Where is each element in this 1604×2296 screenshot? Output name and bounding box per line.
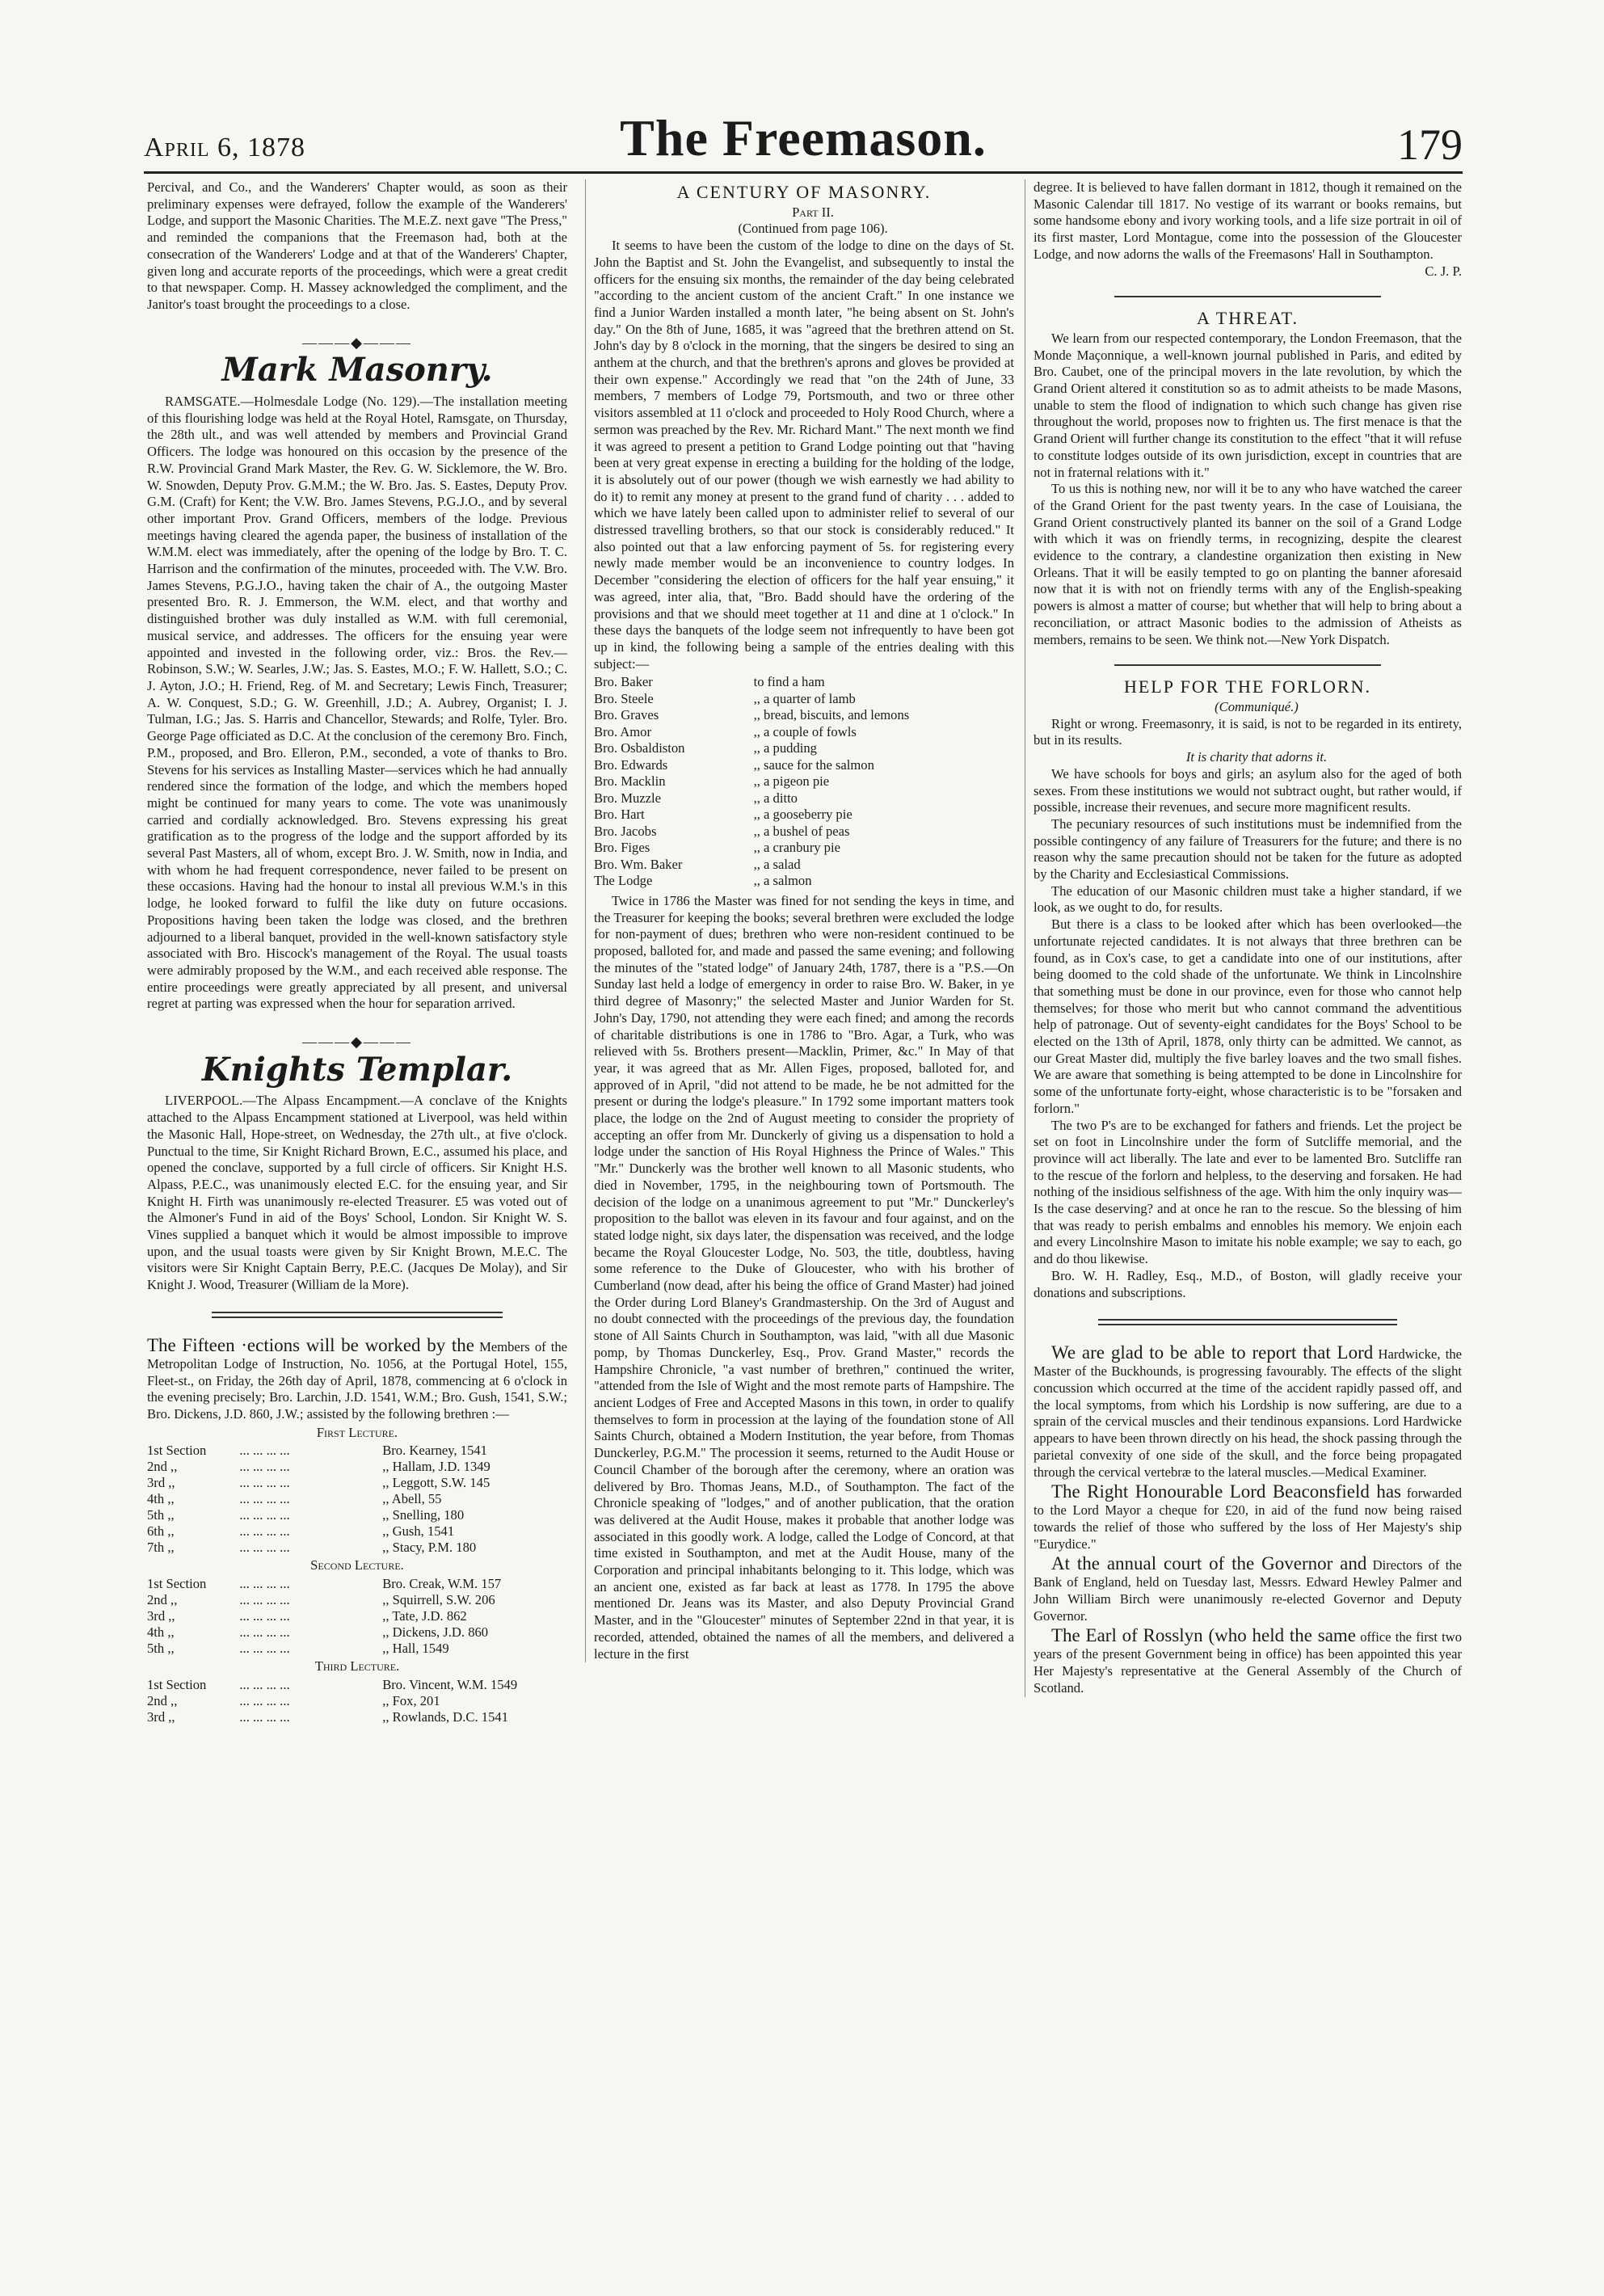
- news-body: office the first two years of the present Government being in office) has been appointed this year Her Majesty's representative at the General Assembly of the Church of Scotland.: [1034, 1629, 1462, 1696]
- brother-name: ,, Hall, 1549: [382, 1641, 449, 1657]
- section-row: [147, 1523, 567, 1540]
- continued-note: (Continued from page 106).: [738, 221, 888, 237]
- section-row: [147, 1592, 567, 1608]
- brother-name: ,, Squirrell, S.W. 206: [382, 1592, 495, 1608]
- section-rule: [1114, 296, 1381, 297]
- brother-name: The Lodge: [594, 873, 653, 889]
- brother-name: Bro. Figes: [594, 840, 650, 856]
- leader-dots: ... ... ... ...: [239, 1692, 290, 1708]
- contribution-row: [594, 757, 1014, 774]
- threat-paragraph-1: We learn from our respected contemporary, the London Freemason, that the Monde Maçonnique, a well-known journal published in Paris, and edited by Bro. Caubet, one of the principal movers in the late revolution, by which the Grand Orient altered it constitution so as to admit atheists to be made Masons, unable to stem the flood of indignation to which such change has given rise throughout the world, proposes now to frighten us. The first menace is that the Grand Orient will further change its constitution to the effect "that it will refuse to constitute lodges outside of its own jurisdiction, except in countries that are not in fraternal relations with it.": [1034, 330, 1462, 480]
- brother-name: ,, Fox, 201: [382, 1692, 440, 1708]
- news-item-rosslyn: [1034, 1624, 1462, 1696]
- column-middle: [585, 179, 1014, 1662]
- contribution-item: ,, sauce for the salmon: [753, 756, 874, 773]
- brother-name: ,, Gush, 1541: [382, 1523, 455, 1540]
- contribution-row: [594, 790, 1014, 807]
- section-number: 2nd ,,: [147, 1592, 178, 1608]
- heading-mark-masonry: Mark Masonry.: [221, 351, 493, 390]
- brother-name: Bro. Kearney, 1541: [382, 1443, 487, 1459]
- section-number: 1st Section: [147, 1576, 207, 1592]
- leader-dots: ... ... ... ...: [239, 1459, 290, 1475]
- contribution-row: [594, 824, 1014, 840]
- article-heading: A CENTURY OF MASONRY.: [676, 182, 932, 202]
- contribution-item: ,, a bushel of peas: [753, 823, 850, 839]
- section-rule: [1114, 664, 1381, 666]
- banquet-contributions: [594, 674, 1014, 890]
- help-paragraph-1: Right or wrong. Freemasonry, it is said, is not to be regarded in its entirety, but in its results.: [1034, 715, 1462, 748]
- lecture-sections: [147, 1677, 567, 1725]
- news-item-bank: [1034, 1552, 1462, 1624]
- lecture-sections: [147, 1443, 567, 1556]
- leader-dots: ... ... ... ...: [239, 1624, 290, 1641]
- contribution-item: ,, a pudding: [753, 740, 817, 756]
- ramsgate-report: RAMSGATE.—Holmesdale Lodge (No. 129).—The installation meeting of this flourishing lodge was held at the Royal Hotel, Ramsgate, on Thursday, the 28th ult., and was well attended by members and Provincial Grand Officers. The lodge was honoured on this occasion by the presence of the R.W. Provincial Grand Mark Master, the Rev. G. W. Sicklemore, the W. Bro. W. Snowden, Deputy Prov. G.M.M.; the W. Bro. Jas. S. Eastes, Deputy Prov. G.M. (Craft) for Kent; the V.W. Bro. James Stevens, P.G.J.O., and by several other important Prov. Grand Officers, members of the lodge. Previous meetings having cleared the agenda paper, the business of installation of the W.M.M. elect was immediately, after the opening of the lodge by Bro. T. C. Harrison and the confirmation of the minutes, proceeded with. The V.W. Bro. James Stevens, P.G.J.O., having taken the chair of A., the outgoing Master presented Bro. R. J. Emmerson, the W.M. elect, and that worthy and distinguished brother was duly installed as W.M. with full ceremonial, musical service, and addresses. The officers for the ensuing year were appointed and invested in the following order, viz.: Bros. the Rev.—Robinson, S.W.; W. Searles, J.W.; Jas. S. Eastes, M.O.; F. W. Hallett, S.O.; C. J. Ayton, J.O.; H. Friend, Reg. of M. and Secretary; Lewis Finch, Treasurer; A. W. Conquest, S.D.; G. W. Greenhill, J.D.; A. Aubrey, Organist; I. J. Tulman, I.G.; Jas. S. Harris and Chancellor, Stewards; and Rolfe, Tyler. Bro. George Page officiated as D.C. At the conclusion of the ceremony Bro. Finch, P.M., proposed, and Bro. Elleron, P.M., seconded, a vote of thanks to Bro. Stevens for his services as Installing Master—services which he had annually rendered since the formation of the lodge, and which the members hoped might be continued for many years to come. The vote was unanimously carried and cordially acknowledged. Bro. Stevens expressing his great gratification as to the progress of the lodge and the support afforded by its several Past Masters, all of whom, except Bro. J. W. Smith, now in India, and with whom he had frequent correspondence, never failed to be present on these occasions. Having had the honour to instal all previous W.M.'s in this lodge, he looked forward to fulfil the like duty on future occasions. Propositions having been taken the lodge was closed, and the brethren adjourned to a liberal banquet, provided in the well-known satisfactory style associated with Bro. Hiscock's management of the Royal. The usual toasts were admirably proposed by the W.M., and each received able response. The entire proceedings were greatly appreciated by all present, and universal regret at parting was expressed when the hour for separation arrived.: [147, 394, 567, 1012]
- contribution-item: to find a ham: [753, 674, 825, 690]
- section-number: 1st Section: [147, 1443, 207, 1459]
- leader-dots: ... ... ... ...: [239, 1507, 290, 1523]
- section-row: [147, 1475, 567, 1491]
- section-row: [147, 1507, 567, 1523]
- news-lead: The Earl of Rosslyn (who held the same: [1051, 1625, 1356, 1646]
- section-number: 5th ,,: [147, 1641, 175, 1657]
- contribution-item: ,, a couple of fowls: [753, 723, 857, 739]
- leader-dots: ... ... ... ...: [239, 1443, 290, 1459]
- section-row: [147, 1608, 567, 1624]
- help-paragraph-4: The education of our Masonic children must take a higher standard, if we look, as we ought to do, for results.: [1034, 883, 1462, 916]
- section-number: 6th ,,: [147, 1523, 175, 1540]
- threat-heading: A THREAT.: [1197, 308, 1299, 329]
- century-paragraph-2: Twice in 1786 the Master was fined for not sending the keys in time, and the Treasurer for keeping the books; several brethren were excluded the lodge for non-payment of dues; brethren who were non-resident continued to be proposed, balloted for, and made and passed the same evening; and following the minutes of the "stated lodge" of January 24th, 1787, there is a "P.S.—On Sunday last held a lodge of emergency in order to raise Bro. W. Baker, in ye third degree of Masonry;" the selected Master and Junior Warden for St. John's Day, 1790, not attending they were each fined; and among the records of charitable distributions is one in 1786 to "Bro. Agar, a Turk, who was relieved with 5s. Brothers present—Macklin, Primer, &c." In May of that year, it was agreed that as Mr. Allen Figes, proposed, balloted for, and approved of in April, "did not attend to be made, he be not admitted for the present or during the lodge's pleasure." In 1792 some important matters took place, the lodge on the 2nd of August meeting to consider the propriety of accepting an offer from Mr. Dunckerly of giving us a dispensation to hold a lodge under the sanction of His Royal Highness the Prince of Wales." This "Mr." Dunckerly was the brother well known to all Masonic students, who died in November, 1795, in the neighbouring town of Portsmouth. The decision of the lodge on a unanimous agreement to put "Mr." Dunckerley's proposition to the ballot was eleven in its favour and four against, and on the stated lodge night, six days later, the dispensation was received, and the lodge became the Royal Gloucester Lodge, No. 503, the title, doubtless, having some reference to the Duke of Gloucester, who with his brother of Cumberland (now dead, after his being the office of Grand Master) had joined the Order during Lord Blaney's Grandmastership. On the 3rd of August and no doubt connected with the proceedings of the previous day, the foundation stone of All Saints Church in Southampton, was laid, "with all due Masonic pomp, by Thomas Dunckerley, Esq., Prov. Grand Master," records the Hampshire Chronicle, "a vast number of brethren," continued the writer, "attended from the Isle of Wight and the most remote parts of Hampshire. The ancient Lodges of Free and Accepted Masons in this town, in order to qualify themselves to form in procession at the laying of the foundation stone of All Saints Church, obtained a Modern Institution, the year before, from Thomas Dunckerley, P.G.M." The procession it seems, returned to the Audit House or Council Chamber of the borough after the ceremony, where an oration was delivered by Bro. Thomas Jeans, M.D., of Southampton. The fact of the Chronicle speaking of "lodges," and of another publication, that the oration was delivered at the Audit House, makes it probable that another lodge was associated in this goodly work. A lodge, called the Lodge of Concord, at that time existed in Southampton, and met at the Audit House, many of the Corporation and principal inhabitants belonging to it. This lodge, which was an ancient one, existed as far back at least as 1778. In 1795 the above mentioned Dr. Jeans was its Master, and also Deputy Provincial Grand Master, and in the "Gloucester" minutes of September 22nd in that year, it is recorded, attended, obtained the names of all the members, and delivered a lecture in the first: [594, 892, 1014, 1662]
- column-right: [1025, 179, 1462, 1697]
- brother-name: Bro. Osbaldiston: [594, 740, 685, 756]
- section-row: [147, 1443, 567, 1459]
- section-row: [147, 1459, 567, 1475]
- help-paragraph-3: The pecuniary resources of such institutions must be indemnified from the possible contingency of any failure of Treasurers for the future; and there is no reason why the same precaution should not be taken for the future as adopted by the Charity and Ecclesiastical Commissions.: [1034, 815, 1462, 883]
- brother-name: Bro. Muzzle: [594, 790, 661, 806]
- brother-name: Bro. Wm. Baker: [594, 856, 683, 872]
- masthead: [144, 109, 1463, 170]
- contribution-row: [594, 873, 1014, 890]
- help-heading: HELP FOR THE FORLORN.: [1123, 676, 1372, 697]
- news-lead: At the annual court of the Governor and: [1051, 1553, 1367, 1574]
- column-left: [147, 179, 567, 1725]
- contribution-item: ,, a pigeon pie: [753, 773, 830, 790]
- fifteen-sections-body: Members of the Metropolitan Lodge of Instruction, No. 1056, at the Portugal Hotel, 155, Fleet-st., on Friday, the 26th day of April, 1878, commencing at 6 o'clock in the evening precisely; Bro. Larchin, J.D. 1541, W.M.; Bro. Gush, 1541, S.W.; Bro. Dickens, J.D. 860, J.W.; assisted by the following brethren :—: [147, 1338, 567, 1422]
- brother-name: ,, Tate, J.D. 862: [382, 1608, 467, 1624]
- signature: C. J. P.: [1425, 263, 1462, 279]
- news-body: Directors of the Bank of England, held on Tuesday last, Messrs. Edward Hewley Palmer and John William Birch were unanimously re-elected Governor and Deputy Governor.: [1034, 1557, 1462, 1624]
- news-item-beaconsfield: [1034, 1481, 1462, 1552]
- newspaper-title: The Freemason.: [620, 109, 987, 166]
- help-quote: It is charity that adorns it.: [1185, 749, 1328, 765]
- brother-name: ,, Stacy, P.M. 180: [382, 1540, 477, 1556]
- section-number: 3rd ,,: [147, 1475, 175, 1491]
- brother-name: Bro. Edwards: [594, 756, 668, 773]
- page-number: 179: [1397, 120, 1463, 169]
- contribution-row: [594, 857, 1014, 874]
- help-paragraph-5: But there is a class to be looked after which has been overlooked—the unfortunate rejected candidates. It is not always that three brethren can be found, as in Cox's case, to get a candidate into one of our institutions, after being doomed to the cold shade of the unfortunate. We think in Lincolnshire that something must be done in our province, even for those who cannot help themselves; for those who merit but who cannot command the adventitious help of patronage. Out of seventy-eight candidates for the Boys' School to be elected on the 13th of April, 1878, only thirty can be admitted. We cannot, as our Great Master did, multiply the five barley loaves and the two small fishes. We are aware that something is being attempted to be done in Lincolnshire for some of the unfortunate forty-eight, whose characteristic is to be "forsaken and forlorn.": [1034, 916, 1462, 1116]
- help-paragraph-6: The two P's are to be exchanged for fathers and friends. Let the project be set on foot in Lincolnshire under the form of Sutcliffe memorial, and the province will act liberally. The late and ever to be lamented Bro. Sutcliffe ran to the rescue of the forlorn and helpless, to the deserving and forsaken. He had nothing of the insidious selfishness of the age. With him the only inquiry was—Is the case deserving? and at once he ran to the rescue. So the blessing of him that was ready to perish embalms and ennobles his memory. We enjoin each and every Lincolnshire Mason to imitate his noble example; we say to each, go and do thou likewise.: [1034, 1117, 1462, 1267]
- contribution-row: [594, 674, 1014, 691]
- brother-name: Bro. Amor: [594, 723, 651, 739]
- contribution-item: ,, a salad: [753, 856, 801, 872]
- section-row: [147, 1709, 567, 1725]
- article-continuation: Percival, and Co., and the Wanderers' Chapter would, as soon as their preliminary expenses were defrayed, follow the example of the Wanderers' Lodge, and support the Masonic Charities. The M.E.Z. next gave "The Press," and reminded the companions that the Freemason had, both at the consecration of the Wanderers' Lodge and at that of the Wanderers' Chapter, given long and accurate reports of the proceedings, which were a great credit to that newspaper. Comp. H. Massey acknowledged the compliment, and the Janitor's toast brought the proceedings to a close.: [147, 179, 567, 312]
- section-divider: ———◆———: [302, 334, 412, 351]
- section-row: [147, 1491, 567, 1507]
- section-row: [147, 1677, 567, 1693]
- section-number: 4th ,,: [147, 1624, 175, 1641]
- help-paragraph-7: Bro. W. H. Radley, Esq., M.D., of Boston, will gladly receive your donations and subscriptions.: [1034, 1267, 1462, 1300]
- contribution-item: ,, bread, biscuits, and lemons: [753, 707, 910, 723]
- section-row: [147, 1576, 567, 1592]
- contribution-row: [594, 773, 1014, 790]
- contribution-row: [594, 807, 1014, 824]
- lecture-title: Third Lecture.: [314, 1658, 400, 1675]
- heading-knights-templar: Knights Templar.: [201, 1050, 513, 1089]
- liverpool-report: LIVERPOOL.—The Alpass Encampment.—A conclave of the Knights attached to the Alpass Encampment stationed at Liverpool, was held within the Masonic Hall, Hope-street, on Wednesday, the 27th ult., at five o'clock. Punctual to the time, Sir Knight Richard Brown, E.C., assumed his place, and opened the conclave, supported by a full circle of officers. Sir Knight H.S. Alpass, P.E.C., was unanimously elected E.C. for the ensuing year, and Sir Knight H. Firth was unanimously re-elected Treasurer. £5 was voted out of the Almoner's Fund in aid of the Boys' School, London. Sir Knight W. S. Vines supplied a banquet which it would be almost impossible to improve upon, and the usual toasts were given by Sir Knight Brown, M.E.C. The visitors were Sir Knight Captain Berry, P.E.C. (Jacques De Molay), and Sir Knight J. Wood, Treasurer (William de la More).: [147, 1093, 567, 1293]
- section-row: [147, 1540, 567, 1556]
- contribution-item: ,, a salmon: [753, 873, 812, 889]
- brother-name: Bro. Creak, W.M. 157: [382, 1576, 502, 1592]
- leader-dots: ... ... ... ...: [239, 1641, 290, 1657]
- news-item-hardwicke: [1034, 1342, 1462, 1481]
- brother-name: Bro. Baker: [594, 674, 653, 690]
- leader-dots: ... ... ... ...: [239, 1540, 290, 1556]
- masthead-rule: [144, 171, 1463, 174]
- brother-name: Bro. Hart: [594, 807, 645, 823]
- contribution-row: [594, 724, 1014, 741]
- brother-name: Bro. Steele: [594, 690, 654, 706]
- lecture-title: First Lecture.: [316, 1424, 398, 1440]
- section-row: [147, 1624, 567, 1641]
- brother-name: ,, Hallam, J.D. 1349: [382, 1459, 490, 1475]
- section-number: 7th ,,: [147, 1540, 175, 1556]
- leader-dots: ... ... ... ...: [239, 1676, 290, 1692]
- section-number: 3rd ,,: [147, 1708, 175, 1725]
- section-divider: ———◆———: [302, 1034, 412, 1051]
- news-lead: We are glad to be able to report that Lord: [1051, 1342, 1374, 1363]
- leader-dots: ... ... ... ...: [239, 1708, 290, 1725]
- fifteen-sections-notice: [147, 1334, 567, 1423]
- lecture-schedule: [147, 1425, 567, 1725]
- brother-name: Bro. Graves: [594, 707, 659, 723]
- leader-dots: ... ... ... ...: [239, 1592, 290, 1608]
- news-body: forwarded to the Lord Mayor a cheque for £20, in aid of the fund now being raised towards the relief of those who suffered by the loss of Her Majesty's ship "Eurydice.": [1034, 1485, 1462, 1552]
- leader-dots: ... ... ... ...: [239, 1608, 290, 1624]
- brother-name: Bro. Jacobs: [594, 823, 657, 839]
- fifteen-sections-lead: The Fifteen ·ections will be worked by the: [147, 1334, 474, 1355]
- section-row: [147, 1693, 567, 1709]
- lecture-title: Second Lecture.: [310, 1557, 404, 1573]
- section-number: 1st Section: [147, 1676, 207, 1692]
- century-conclusion: degree. It is believed to have fallen dormant in 1812, though it remained on the Masonic Calendar till 1817. No vestige of its warrant or books remains, but some handsome ebony and ivory working tools, and a life size portrait in oil of its first master, Lord Montague, come into the possession of the Gloucester Lodge, and now adorns the walls of the Freemasons' Hall in Southampton.: [1034, 179, 1462, 262]
- threat-paragraph-2: To us this is nothing new, nor will it be to any who have watched the career of the Grand Orient for the past twenty years. In the case of Louisiana, the Grand Orient constructively planted its banner on the soil of a Grand Lodge with which it was on friendly terms, in recognizing, despite the clearest evidence to the contrary, a clandestine organization then existing in New Orleans. That it will be easily tempted to go on planting the banner aforesaid now that it is with not on friendly terms with any of the English-speaking powers is almost a matter of course; but whether that will help to bring about a reconciliation, or attract Masonic bodies to the admission of Atheists as members, remains to be seen. We think not.—New York Dispatch.: [1034, 481, 1462, 647]
- contribution-item: ,, a gooseberry pie: [753, 807, 853, 823]
- contribution-item: ,, a quarter of lamb: [753, 690, 856, 706]
- contribution-item: ,, a ditto: [753, 790, 798, 806]
- brother-name: Bro. Vincent, W.M. 1549: [382, 1676, 518, 1692]
- double-rule: [1098, 1319, 1397, 1325]
- leader-dots: ... ... ... ...: [239, 1491, 290, 1507]
- brother-name: ,, Rowlands, D.C. 1541: [382, 1708, 508, 1725]
- section-number: 5th ,,: [147, 1507, 175, 1523]
- contribution-item: ,, a cranbury pie: [753, 840, 840, 856]
- lecture-sections: [147, 1576, 567, 1657]
- contribution-row: [594, 707, 1014, 724]
- brother-name: ,, Dickens, J.D. 860: [382, 1624, 489, 1641]
- brother-name: ,, Leggott, S.W. 145: [382, 1475, 490, 1491]
- section-number: 2nd ,,: [147, 1692, 178, 1708]
- article-part: Part II.: [792, 204, 834, 220]
- section-number: 4th ,,: [147, 1491, 175, 1507]
- leader-dots: ... ... ... ...: [239, 1576, 290, 1592]
- contribution-row: [594, 840, 1014, 857]
- help-subheading: (Communiqué.): [1215, 698, 1299, 714]
- section-row: [147, 1641, 567, 1657]
- leader-dots: ... ... ... ...: [239, 1475, 290, 1491]
- contribution-row: [594, 740, 1014, 757]
- news-lead: The Right Honourable Lord Beaconsfield has: [1051, 1481, 1401, 1502]
- brother-name: ,, Snelling, 180: [382, 1507, 465, 1523]
- section-number: 3rd ,,: [147, 1608, 175, 1624]
- double-rule: [212, 1312, 503, 1318]
- century-paragraph-1: It seems to have been the custom of the lodge to dine on the days of St. John the Baptist and St. John the Evangelist, and subsequently to instal the officers for the ensuing six months, the remainder of the day being celebrated "according to the ancient custom of the ancient Craft." In one instance we find a Junior Warden installed a month later, "he being absent on St. John's day." On the 8th of June, 1685, it was "agreed that the brethren attend on St. John's day by 8 o'clock in the morning, that the singers be desired to sing an anthem at the church, and that the brethren's aprons and gloves be provided at their own expense." Accordingly we read that "on the 24th of June, 33 members, 7 members of Lodge 79, Portsmouth, and two or three other visitors assembled at 11 o'clock and proceeded to Holy Rood Church, where a sermon was preached by the Rev. Mr. Richard Mant." The next month we find it was agreed to present a petition to Grand Lodge pointing out that "having been at very great expense in erecting a building for the holding of the lodge, it is absolutely out of our power (though we wish earnestly we had ability to do it) to remit any money at present to the grand fund of charity . . . added to which we have lately been called upon to administer relief to several of our distressed travelling brothers, so that our stock is considerably reduced." It also pointed out that a law enforcing payment of 5s. for registering every newly made member would be an inconvenience to country lodges. In December "considering the election of officers for the half year ensuing," it was agreed, inter alia, that, "Bro. Badd should have the ordering of the provisions and that we should meet together at 11 and dine at 1 o'clock." In these days the banquets of the lodge seem not infrequently to have been got up in kind, the following being a sample of the entries dealing with this subject:—: [594, 238, 1014, 672]
- contribution-row: [594, 691, 1014, 708]
- leader-dots: ... ... ... ...: [239, 1523, 290, 1540]
- help-paragraph-2: We have schools for boys and girls; an asylum also for the aged of both sexes. From these institutions we would not subtract ought, but rather would, if possible, increase their revenues, and secure more magnificent results.: [1034, 765, 1462, 815]
- brother-name: ,, Abell, 55: [382, 1491, 442, 1507]
- brother-name: Bro. Macklin: [594, 773, 666, 790]
- news-body: Hardwicke, the Master of the Buckhounds, is progressing favourably. The effects of the slight concussion which occurred at the time of the accident rapidly passed off, and the local symptoms, from which his Lordship is now suffering, are due to a sprain of the cervical muscles and their tendinous expansions. Lord Hardwicke appears to have been thrown directly on his head, the shock passing through the parietal convexity of one side of the skull, and the force being propagated through the cervical vertebræ to the lateral muscles.—Medical Examiner.: [1034, 1346, 1462, 1480]
- issue-date: April 6, 1878: [144, 133, 306, 162]
- section-number: 2nd ,,: [147, 1459, 178, 1475]
